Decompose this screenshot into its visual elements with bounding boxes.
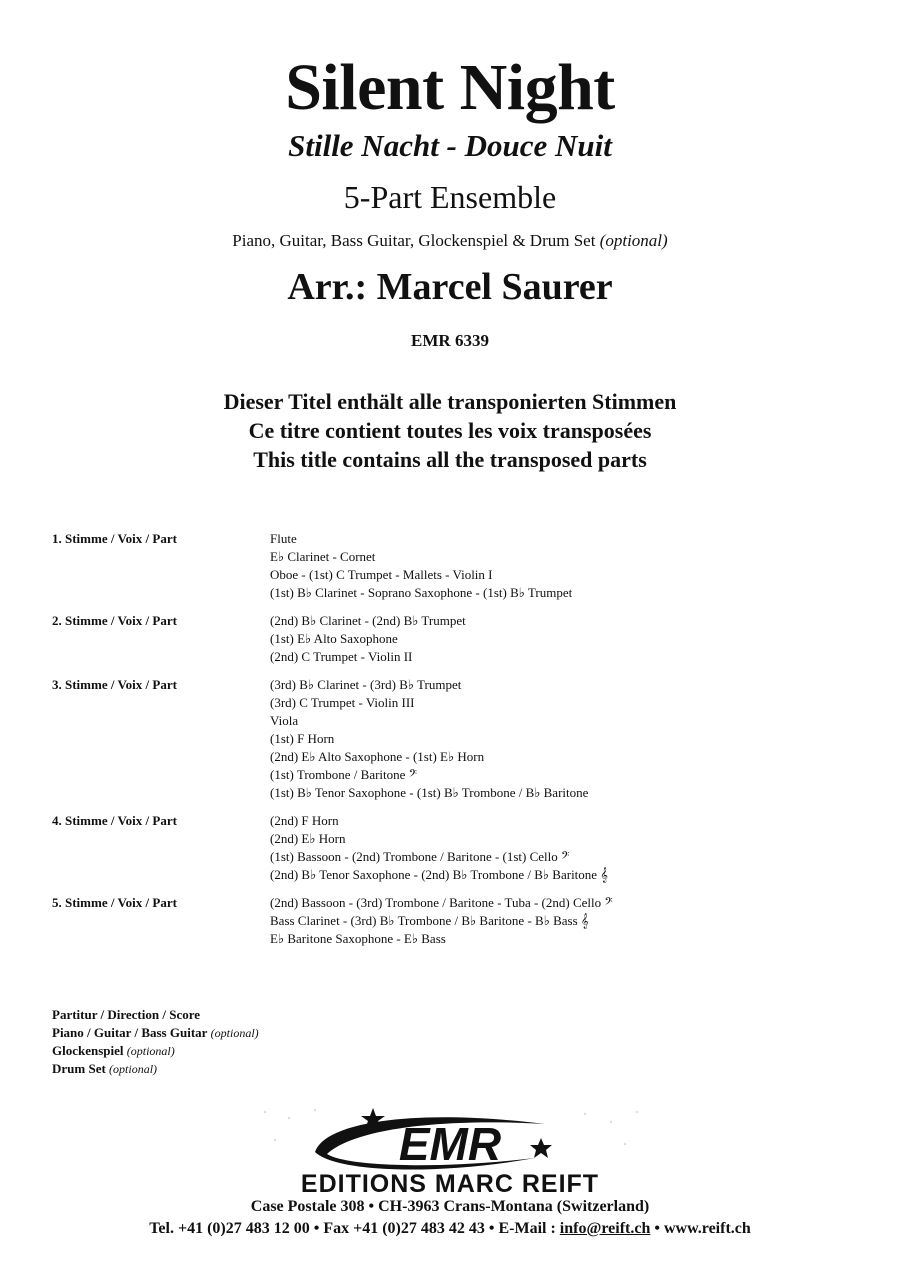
part-label: 3. Stimme / Voix / Part (52, 677, 177, 692)
part-label: 2. Stimme / Voix / Part (52, 613, 177, 628)
part-instrument-line: (1st) E♭ Alto Saxophone (270, 631, 398, 646)
part-instrument-line: (2nd) C Trumpet - Violin II (270, 649, 413, 664)
part-instrument-line: (2nd) B♭ Clarinet - (2nd) B♭ Trumpet (270, 613, 466, 628)
part-instrument-line: (1st) B♭ Clarinet - Soprano Saxophone - (1st) B♭ Trumpet (270, 585, 573, 600)
ensemble-type: 5-Part Ensemble (343, 179, 557, 215)
part-instrument-line: E♭ Baritone Saxophone - E♭ Bass (270, 931, 446, 946)
arranger: Arr.: Marcel Saurer (287, 266, 613, 308)
logo-star-right (530, 1138, 552, 1158)
email-link[interactable]: info@reift.ch (559, 1220, 651, 1237)
part-instruments (270, 812, 608, 884)
publisher-address: Case Postale 308 • CH-3963 Crans-Montana (Switzerland) (250, 1198, 650, 1215)
additional-part-name: Glockenspiel (52, 1043, 124, 1058)
part-instruments (270, 530, 572, 602)
part-instruments (270, 894, 613, 948)
part-group (52, 530, 872, 602)
part-label: 1. Stimme / Voix / Part (52, 531, 177, 546)
instrument-list (0, 230, 900, 252)
additional-part-item (52, 1024, 259, 1042)
additional-parts (52, 1006, 259, 1078)
additional-part-optional: (optional) (109, 1062, 158, 1076)
part-instrument-line: (2nd) E♭ Horn (270, 831, 346, 846)
part-group (52, 894, 872, 948)
additional-part-item (52, 1042, 259, 1060)
part-instrument-line: (1st) Bassoon - (2nd) Trombone / Baritone - (1st) Cello 𝄢 (270, 849, 570, 864)
part-instrument-line: E♭ Clarinet - Cornet (270, 549, 376, 564)
additional-part-name: Piano / Guitar / Bass Guitar (52, 1025, 208, 1040)
transposed-note-french: Ce titre contient toutes les voix transposées (248, 418, 652, 443)
logo-mark: EMR (398, 1118, 502, 1170)
part-instrument-line: (1st) F Horn (270, 731, 335, 746)
part-instrument-line: (1st) B♭ Tenor Saxophone - (1st) B♭ Trombone / B♭ Baritone (270, 785, 589, 800)
part-instrument-line: Bass Clarinet - (3rd) B♭ Trombone / B♭ Baritone - B♭ Bass 𝄞 (270, 913, 589, 928)
catalog-number: EMR 6339 (411, 331, 489, 350)
part-instrument-line: Oboe - (1st) C Trumpet - Mallets - Violin I (270, 567, 493, 582)
additional-part-optional: (optional) (210, 1026, 259, 1040)
additional-part-name: Partitur / Direction / Score (52, 1007, 201, 1022)
song-title: Silent Night (285, 51, 615, 124)
part-instruments (270, 676, 588, 802)
part-instrument-line: (1st) Trombone / Baritone 𝄢 (270, 767, 418, 782)
contact-website: • www.reift.ch (650, 1220, 751, 1237)
instrument-list-optional: (optional) (599, 231, 668, 250)
part-instrument-line: (2nd) B♭ Tenor Saxophone - (2nd) B♭ Trombone / B♭ Baritone 𝄞 (270, 867, 608, 882)
additional-part-item (52, 1060, 259, 1078)
contact-phone-fax: Tel. +41 (0)27 483 12 00 • Fax +41 (0)27 483 42 43 • E-Mail : (149, 1220, 560, 1237)
emr-logo (245, 1100, 655, 1200)
instrument-list-text: Piano, Guitar, Bass Guitar, Glockenspiel & Drum Set (232, 231, 596, 250)
part-label: 4. Stimme / Voix / Part (52, 813, 177, 828)
publisher-name: EDITIONS MARC REIFT (300, 1170, 600, 1198)
part-instrument-line: Flute (270, 531, 297, 546)
part-group (52, 812, 872, 884)
part-instrument-line: (2nd) E♭ Alto Saxophone - (1st) E♭ Horn (270, 749, 485, 764)
part-instruments (270, 612, 466, 666)
part-group (52, 612, 872, 666)
additional-part-item (52, 1006, 259, 1024)
transposed-note-english: This title contains all the transposed parts (253, 447, 647, 472)
transposed-note-german: Dieser Titel enthält alle transponierten Stimmen (223, 389, 677, 414)
part-instrument-line: (2nd) F Horn (270, 813, 339, 828)
additional-part-name: Drum Set (52, 1061, 106, 1076)
song-subtitle: Stille Nacht - Douce Nuit (288, 128, 612, 163)
part-instrument-line: (3rd) B♭ Clarinet - (3rd) B♭ Trumpet (270, 677, 462, 692)
additional-part-optional: (optional) (126, 1044, 175, 1058)
publisher-contact (0, 1219, 900, 1239)
part-label: 5. Stimme / Voix / Part (52, 895, 177, 910)
parts-list (52, 530, 872, 958)
part-instrument-line: (3rd) C Trumpet - Violin III (270, 695, 415, 710)
part-instrument-line: Viola (270, 713, 299, 728)
part-instrument-line: (2nd) Bassoon - (3rd) Trombone / Baritone - Tuba - (2nd) Cello 𝄢 (270, 895, 613, 910)
part-group (52, 676, 872, 802)
